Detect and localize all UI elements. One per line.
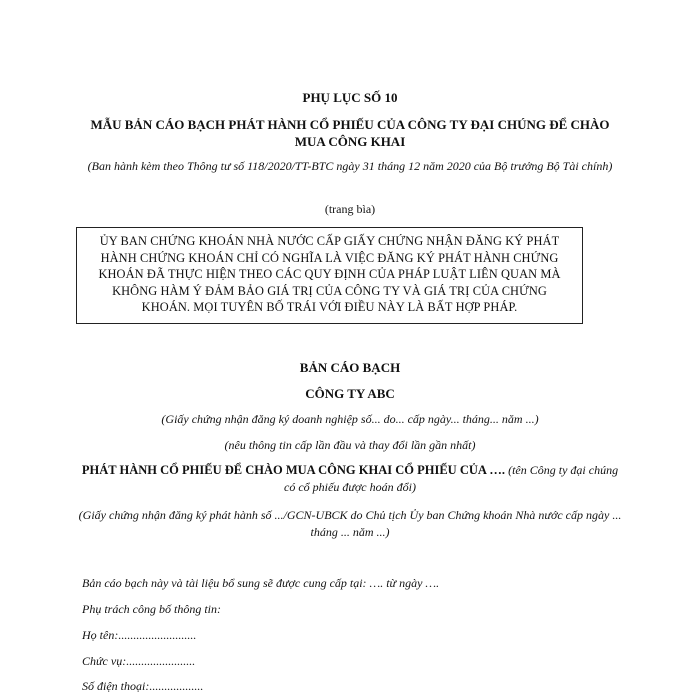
appendix-title: PHỤ LỤC SỐ 10 (302, 90, 398, 105)
legal-notice-text: ỦY BAN CHỨNG KHOÁN NHÀ NƯỚC CẤP GIẤY CHỨNG NHẬN ĐĂNG KÝ PHÁT HÀNH CHỨNG KHOÁN CHỈ CÓ NGHĨA LÀ VIỆC ĐĂNG KÝ PHÁT HÀNH CHỨNG KHOÁN ĐÃ THỰC HIỆN THEO CÁC QUY ĐỊNH CỦA PHÁP LUẬT LIÊN QUAN MÀ KHÔNG HÀM Ý ĐẢM BẢO GIÁ TRỊ CỦA CÔNG TY VÀ GIÁ TRỊ CỦA CHỨNG KHOÁN. MỌI TUYÊN BỐ TRÁI VỚI ĐIỀU NÀY LÀ BẤT HỢP PHÁP. (98, 234, 561, 315)
first-issue-note: (nêu thông tin cấp lần đầu và thay đổi lần gần nhất) (224, 438, 476, 452)
offering-statement (75, 462, 625, 496)
disclosure-officer-label: Phụ trách công bố thông tin: (82, 602, 221, 616)
phone-field: Số điện thoại:.................. (82, 679, 204, 693)
name-field: Họ tên:.......................... (82, 628, 197, 642)
position-field: Chức vụ:....................... (82, 654, 196, 668)
legal-notice-box (76, 227, 583, 324)
cover-label: (trang bìa) (324, 202, 376, 216)
offering-tail-text: (tên Công ty đại chúng có cổ phiếu được hoán đổi) (284, 463, 619, 494)
business-registration-note: (Giấy chứng nhận đăng ký doanh nghiệp số... do... cấp ngày... tháng... năm ...) (161, 412, 539, 426)
registration-certificate-note: (Giấy chứng nhận đăng ký phát hành số .../GCN-UBCK do Chủ tịch Ủy ban Chứng khoán Nhà nước cấp ngày ... tháng ... năm ...) (78, 508, 622, 539)
issuance-note: (Ban hành kèm theo Thông tư số 118/2020/TT-BTC ngày 31 tháng 12 năm 2020 của Bộ trưởng Bộ Tài chính) (87, 159, 613, 173)
company-name: CÔNG TY ABC (305, 386, 395, 401)
form-title: MẪU BẢN CÁO BẠCH PHÁT HÀNH CỔ PHIẾU CỦA CÔNG TY ĐẠI CHÚNG ĐỂ CHÀO MUA CÔNG KHAI (90, 117, 610, 149)
prospectus-title: BẢN CÁO BẠCH (299, 360, 401, 375)
availability-line: Bản cáo bạch này và tài liệu bổ sung sẽ được cung cấp tại: …. từ ngày …. (82, 576, 440, 590)
offering-main-text: PHÁT HÀNH CỔ PHIẾU ĐỂ CHÀO MUA CÔNG KHAI CỔ PHIẾU CỦA …. (81, 463, 505, 477)
